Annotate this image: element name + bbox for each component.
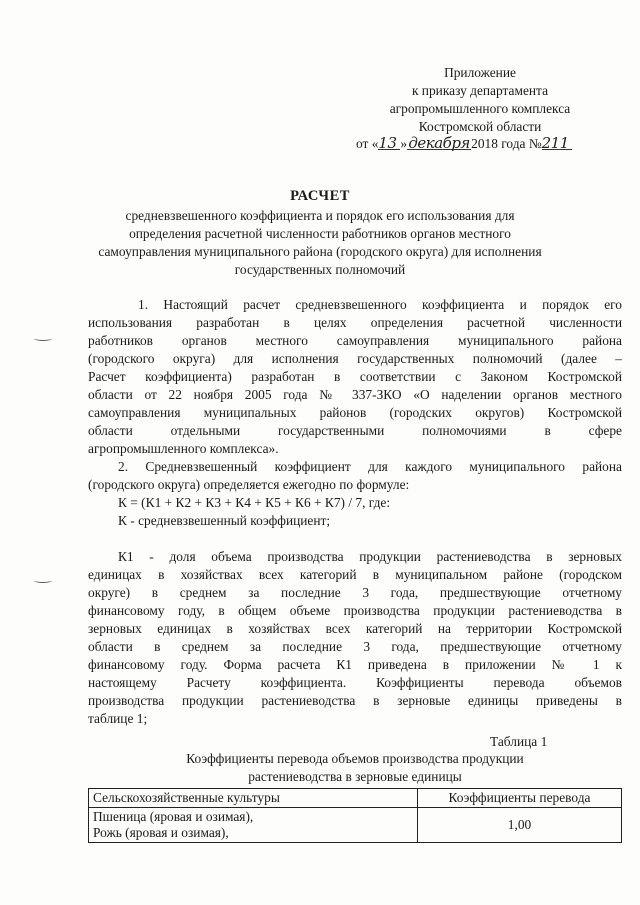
- appendix-order-line: к приказу департамента: [411, 83, 549, 98]
- header-coefficients: Коэффициенты перевода: [418, 789, 622, 808]
- table-caption-line-1: Коэффициенты перевода объемов производства продукции: [186, 751, 524, 766]
- p1-line-6: области от 22 ноября 2005 года № 337-ЗКО «О наделении органов местного: [88, 387, 622, 402]
- p1-line-8: области отдельными государственными полномочиями в сфере: [88, 423, 622, 438]
- p1-line-3: работников органов местного самоуправления муниципального района: [88, 333, 622, 348]
- conversion-coefficients-table: [88, 788, 622, 843]
- k1-line-10: таблице 1;: [88, 711, 148, 726]
- appendix-department-line: агропромышленного комплекса: [389, 101, 571, 116]
- table-row: [89, 808, 622, 843]
- document-title: РАСЧЕТ: [290, 188, 350, 204]
- k1-line-2: единицах в хозяйствах всех категорий в муниципальном районе (городском: [88, 567, 622, 582]
- subtitle-line-3: самоуправления муниципального района (городского округа) для исполнения: [98, 244, 542, 259]
- k1-line-7: финансовому году. Форма расчета К1 приведена в приложении № 1 к: [88, 657, 622, 672]
- k1-line-8: настоящему Расчету коэффициента. Коэффициенты перевода объемов: [88, 675, 622, 690]
- order-number-handwritten: 211: [542, 135, 572, 150]
- k-definition: К - средневзвешенный коэффициент;: [118, 513, 331, 528]
- coefficient-value: 1,00: [418, 808, 622, 843]
- appendix-region-line: Костромской области: [418, 119, 542, 134]
- subtitle-line-1: средневзвешенного коэффициента и порядок его использования для: [125, 208, 515, 223]
- k1-line-5: зерновых единицах в хозяйствах всех категорий на территории Костромской: [88, 621, 622, 636]
- p2-line-1: 2. Средневзвешенный коэффициент для каждого муниципального района: [118, 459, 622, 474]
- k1-line-6: области в среднем за последние 3 года, предшествующие отчетному: [88, 639, 622, 654]
- table-caption-line-2: растениеводства в зерновые единицы: [248, 769, 462, 784]
- subtitle-line-4: государственных полномочий: [234, 262, 406, 277]
- date-prefix: от «: [356, 136, 379, 151]
- p1-line-2: использования разработан в целях определения расчетной численности: [88, 315, 622, 330]
- date-year: 2018 года №: [471, 136, 542, 151]
- punch-hole-mark: [34, 336, 52, 341]
- appendix-date-line: [356, 135, 572, 152]
- crop-name: Пшеница (яровая и озимая),: [93, 809, 254, 824]
- table-header-row: [89, 789, 622, 808]
- table-label: Таблица 1: [490, 734, 548, 749]
- header-crops: Сельскохозяйственные культуры: [89, 789, 418, 808]
- p1-line-1: 1. Настоящий расчет средневзвешенного коэффициента и порядок его: [138, 297, 622, 312]
- k1-line-4: финансовому году, в общем объеме производства продукции растениеводства в: [88, 603, 622, 618]
- p1-line-9: агропромышленного комплекса».: [88, 441, 279, 456]
- crops-cell: [89, 808, 418, 843]
- date-day-handwritten: 13: [378, 135, 400, 150]
- p1-line-7: самоуправления муниципальных районов (городских округов) Костромской: [88, 405, 622, 420]
- p1-line-5: Расчет коэффициента) разработан в соответствии с Законом Костромской: [88, 369, 622, 384]
- p2-line-2: (городского округа) определяется ежегодно по формуле:: [88, 477, 410, 492]
- k1-line-3: округе) в среднем за последние 3 года, предшествующие отчетному: [88, 585, 622, 600]
- crop-name: Рожь (яровая и озимая),: [93, 825, 229, 840]
- date-month-handwritten: декабря: [408, 134, 470, 152]
- p1-line-4: (городского округа) для исполнения государственных полномочий (далее –: [88, 351, 622, 366]
- formula: К = (К1 + К2 + К3 + К4 + К5 + К6 + К7) / 7, где:: [118, 495, 391, 510]
- subtitle-line-2: определения расчетной численности работников органов местного: [129, 226, 511, 241]
- punch-hole-mark: [34, 578, 52, 583]
- k1-line-1: К1 - доля объема производства продукции растениеводства в зерновых: [118, 549, 622, 564]
- appendix-title: Приложение: [444, 65, 516, 80]
- date-mid: »: [400, 136, 408, 151]
- k1-line-9: производства продукции растениеводства в зерновые единицы приведены в: [88, 693, 622, 708]
